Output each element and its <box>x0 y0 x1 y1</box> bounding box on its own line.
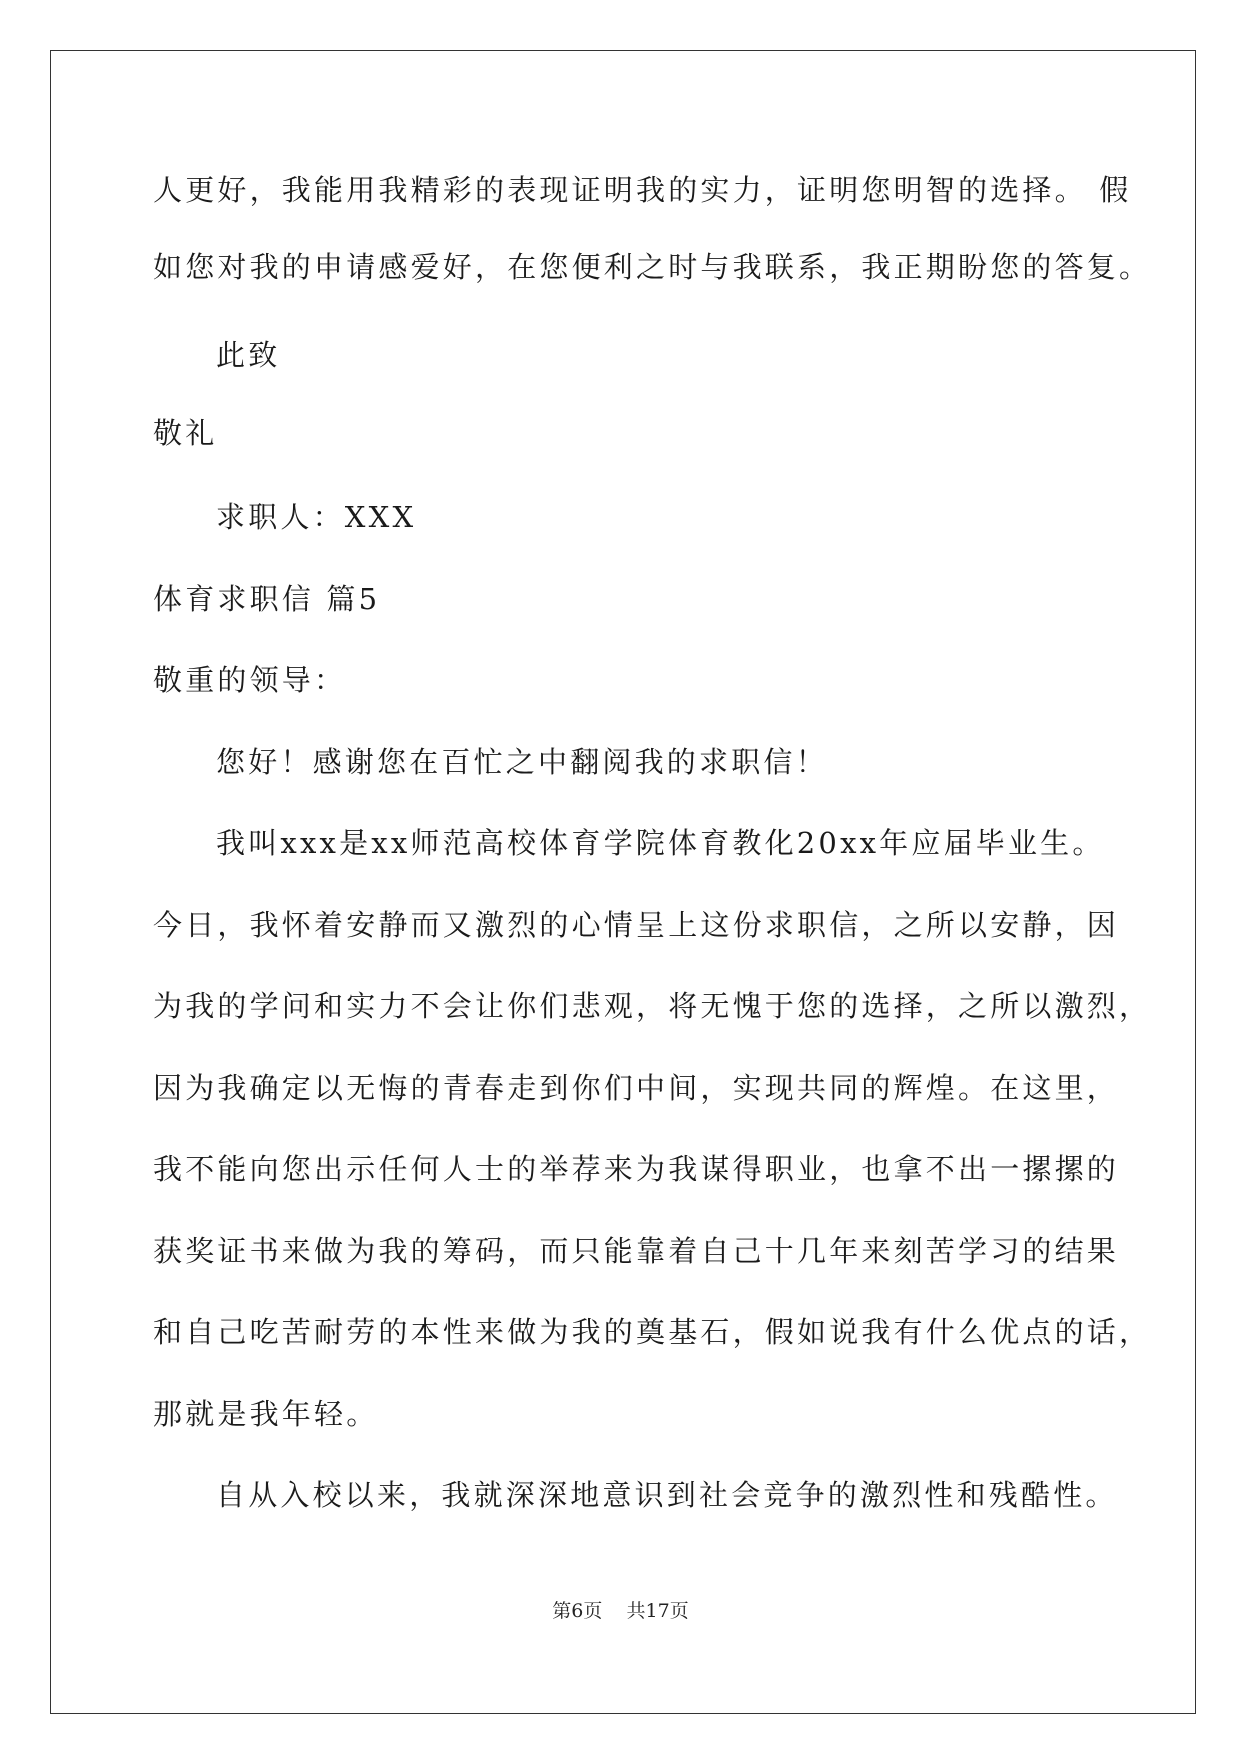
body-line: 如您对我的申请感爱好，在您便利之时与我联系，我正期盼您的答复。 <box>153 250 1152 284</box>
body-line: 我叫xxx是xx师范高校体育学院体育教化20xx年应届毕业生。 <box>216 826 1105 860</box>
body-line: 因为我确定以无悔的青春走到你们中间，实现共同的辉煌。在这里， <box>153 1071 1120 1105</box>
signature-line: 求职人：XXX <box>216 500 417 534</box>
body-line: 获奖证书来做为我的筹码，而只能靠着自己十几年来刻苦学习的结果 <box>153 1234 1120 1268</box>
closing-salutation: 此致 <box>216 338 281 372</box>
body-line: 您好！感谢您在百忙之中翻阅我的求职信！ <box>216 745 828 779</box>
body-line: 和自己吃苦耐劳的本性来做为我的奠基石，假如说我有什么优点的话， <box>153 1315 1152 1349</box>
greeting: 敬重的领导： <box>153 663 347 697</box>
body-line: 我不能向您出示任何人士的举荐来为我谋得职业，也拿不出一摞摞的 <box>153 1152 1120 1186</box>
section-heading: 体育求职信 篇5 <box>153 582 381 616</box>
body-line: 自从入校以来，我就深深地意识到社会竞争的激烈性和残酷性。 <box>216 1478 1118 1512</box>
page-border <box>50 50 1196 1714</box>
body-line: 那就是我年轻。 <box>153 1397 379 1431</box>
body-line: 为我的学问和实力不会让你们悲观，将无愧于您的选择，之所以激烈， <box>153 989 1152 1023</box>
body-line: 今日，我怀着安静而又激烈的心情呈上这份求职信，之所以安静，因 <box>153 908 1120 942</box>
closing-regards: 敬礼 <box>153 416 218 450</box>
body-line: 人更好，我能用我精彩的表现证明我的实力，证明您明智的选择。 假 <box>153 173 1132 207</box>
page-number-footer: 第6页 共17页 <box>552 1600 689 1622</box>
